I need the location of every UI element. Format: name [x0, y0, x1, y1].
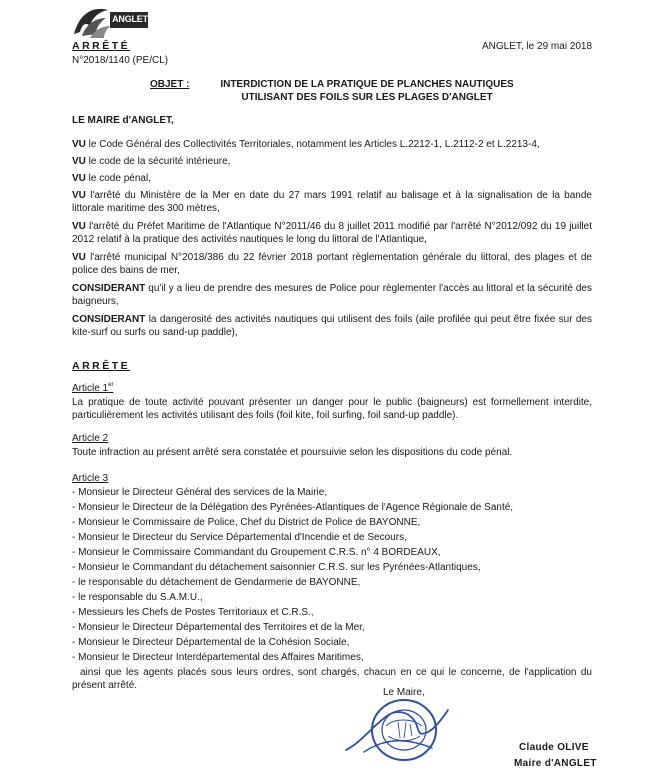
visa-paragraph: [72, 172, 592, 185]
visa-paragraph: [72, 251, 592, 277]
visa-paragraph: [72, 189, 592, 215]
article-1-text: La pratique de toute activité pouvant présenter un danger pour le public (baigneurs) est formellement interdite, particulièrement les activités utilisant des foils (foil kite, foil surfing, foil sand-up paddle).: [72, 397, 592, 421]
objet-line-1: INTERDICTION DE LA PRATIQUE DE PLANCHES NAUTIQUES: [220, 79, 514, 90]
signer-name: Claude OLIVE: [519, 742, 589, 753]
visa-keyword: VU: [72, 221, 86, 232]
visa-keyword: VU: [72, 190, 86, 201]
considerant-keyword: CONSIDERANT: [72, 314, 146, 325]
visa-keyword: VU: [72, 173, 86, 184]
visa-keyword: VU: [72, 139, 86, 150]
article-1-title-sup: er: [108, 382, 114, 388]
list-item: - Monsieur le Commandant du détachement saisonnier C.R.S. sur les Pyrénées-Atlantiques,: [72, 562, 481, 573]
objet-label: OBJET :: [150, 79, 190, 90]
visa-paragraph: [72, 138, 592, 151]
considerant-paragraph: [72, 282, 592, 308]
arrete-heading: ARRÊTE: [72, 360, 131, 372]
visa-text: l'arrêté du Préfet Maritime de l'Atlantique N°2011/46 du 8 juillet 2011 modifié par l'arrêté N°2012/092 du 19 juillet 2012 relatif à la pratique des activités nautiques le long du littoral de l'Atlantique,: [72, 221, 592, 245]
signature-label: Le Maire,: [383, 687, 425, 698]
article-1-title: [72, 382, 113, 395]
article-3-title: Article 3: [72, 473, 109, 484]
document-type-heading: ARRÊTÉ: [72, 40, 131, 52]
signer-title: Maire d'ANGLET: [514, 758, 597, 769]
visa-text: l'arrêté du Ministère de la Mer en date du 27 mars 1991 relatif au balisage et à la signalisation de la bande littorale maritime des 300 mètres,: [72, 190, 592, 214]
visa-text: le code pénal,: [85, 173, 151, 184]
visa-text: le code de la sécurité intérieure,: [85, 156, 231, 167]
article-3-closing: ainsi que les agents placés sous leurs ordres, sont chargés, chacun en ce qui le concerne, de l'application du présent arrêté.: [72, 667, 592, 691]
reference-number: N°2018/1140 (PE/CL): [72, 55, 169, 66]
article-2-title: Article 2: [72, 433, 109, 444]
objet-line-2: UTILISANT DES FOILS SUR LES PLAGES D'ANGLET: [241, 92, 493, 103]
list-item: - Monsieur le Directeur Interdépartemental des Affaires Maritimes,: [72, 652, 364, 663]
list-item: - le responsable du S.A.M.U.,: [72, 592, 203, 603]
city-date: ANGLET, le 29 mai 2018: [482, 41, 593, 52]
visa-keyword: VU: [72, 252, 86, 263]
article-2-text: Toute infraction au présent arrêté sera constatée et poursuivie selon les dispositions du code pénal.: [72, 447, 513, 458]
visa-paragraph: [72, 155, 592, 168]
list-item: - Monsieur le Directeur Départemental des Territoires et de la Mer,: [72, 622, 365, 633]
considerant-text: qu'il y a lieu de prendre des mesures de Police pour règlementer l'accès au littoral et la sécurité des baigneurs,: [72, 283, 592, 307]
considerant-paragraph: [72, 313, 592, 339]
list-item: - Messieurs les Chefs de Postes Territoriaux et C.R.S.,: [72, 607, 314, 618]
objet-subject: [212, 78, 522, 104]
mayor-stamp: [342, 692, 452, 766]
list-item: - Monsieur le Commissaire Commandant du Groupement C.R.S. n° 4 BORDEAUX,: [72, 547, 441, 558]
list-item: - le responsable du détachement de Gendarmerie de BAYONNE,: [72, 577, 361, 588]
stamp-seal-icon: [342, 692, 452, 766]
list-item: - Monsieur le Commissaire de Police, Chef du District de Police de BAYONNE,: [72, 517, 421, 528]
visa-keyword: VU: [72, 156, 86, 167]
article-1-title-text: Article 1: [72, 383, 109, 394]
considerant-keyword: CONSIDERANT: [72, 283, 146, 294]
list-item: - Monsieur le Directeur Général des services de la Mairie,: [72, 487, 328, 498]
visa-text: le Code Général des Collectivités Territoriales, notamment les Articles L.2212-1, L.2112-2 et L.2213-4,: [85, 139, 540, 150]
maire-line: LE MAIRE d'ANGLET,: [72, 115, 174, 126]
considerant-text: la dangerosité des activités nautiques qui utilisent des foils (aile profilée qui peut être fixée sur des kite-surf ou surfs ou sand-up paddle),: [72, 314, 592, 338]
visa-text: l'arrêté municipal N°2018/386 du 22 février 2018 portant règlementation générale du littoral, des plages et de police des bains de mer,: [72, 252, 592, 276]
logo-wordmark: ANGLET: [112, 14, 148, 24]
visa-paragraph: [72, 220, 592, 246]
list-item: - Monsieur le Directeur Départemental de la Cohésion Sociale,: [72, 637, 350, 648]
list-item: - Monsieur le Directeur du Service Départemental d'Incendie et de Secours,: [72, 532, 407, 543]
list-item: - Monsieur le Directeur de la Délégation des Pyrénées-Atlantiques de l'Agence Régionale de Santé,: [72, 502, 514, 513]
